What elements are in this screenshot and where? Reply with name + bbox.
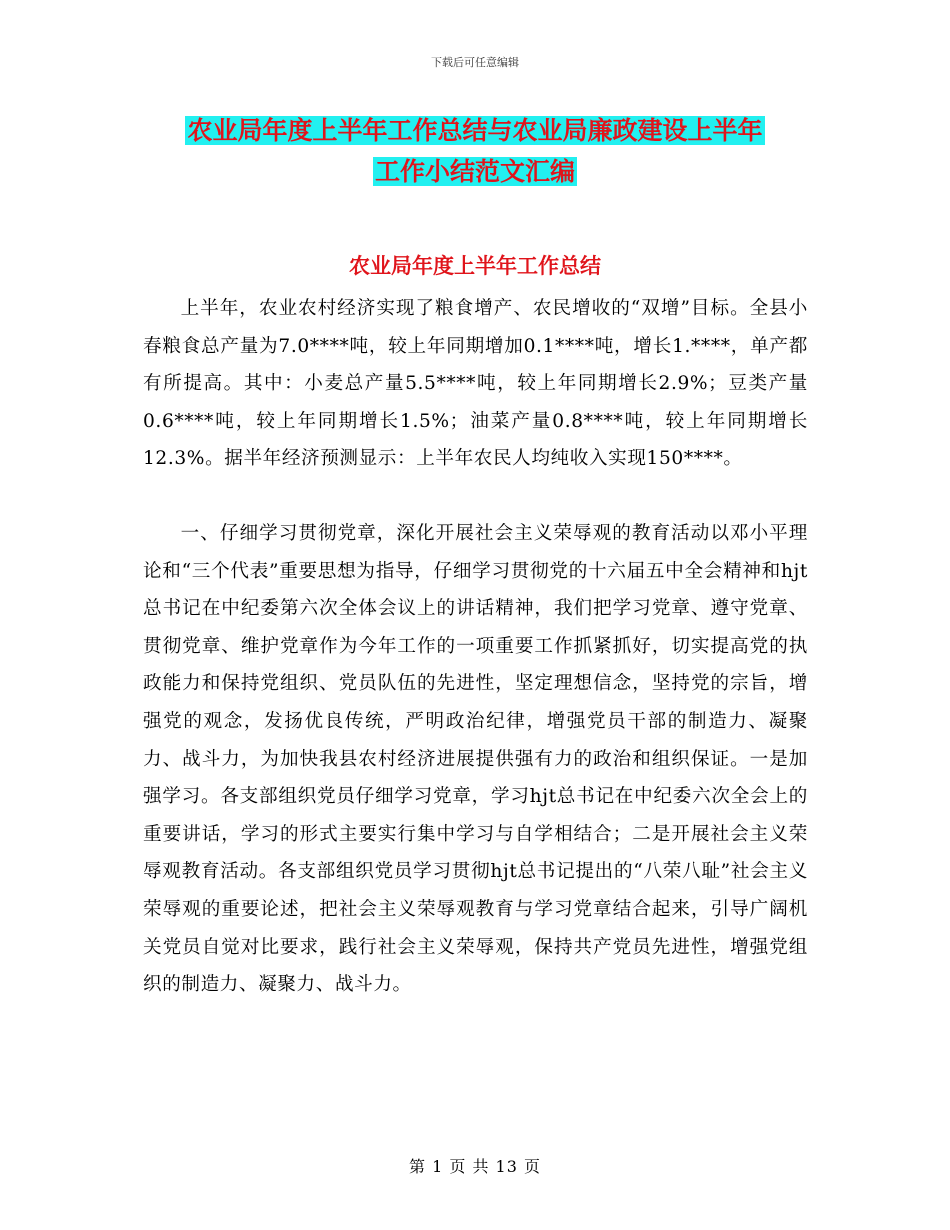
page-footer: 第 1 页 共 13 页 bbox=[409, 1157, 541, 1176]
paragraph-2-text: 一、仔细学习贯彻党章，深化开展社会主义荣辱观的教育活动以邓小平理论和“三个代表”重要思想为指导，仔细学习贯彻党的十六届五中全会精神和hjt总书记在中纪委第六次全体会议上的讲话精神，我们把学习党章、遵守党章、贯彻党章、维护党章作为今年工作的一项重要工作抓紧抓好，切实提高党的执政能力和保持党组织、党员队伍的先进性，坚定理想信念，坚持党的宗旨，增强党的观念，发扬优良传统，严明政治纪律，增强党员干部的制造力、凝聚力、战斗力，为加快我县农村经济进展提供强有力的政治和组织保证。一是加强学习。各支部组织党员仔细学习党章，学习hjt总书记在中纪委六次全会上的重要讲话，学习的形式主要实行集中学习与自学相结合；二是开展社会主义荣辱观教育活动。各支部组织党员学习贯彻hjt总书记提出的“八荣八耻”社会主义荣辱观的重要论述，把社会主义荣辱观教育与学习党章结合起来，引导广阔机关党员自觉对比要求，践行社会主义荣辱观，保持共产党员先进性，增强党组织的制造力、凝聚力、战斗力。 bbox=[143, 523, 808, 996]
section-title: 农业局年度上半年工作总结 bbox=[349, 254, 601, 278]
paragraph-1-text: 上半年，农业农村经济实现了粮食增产、农民增收的“双增”目标。全县小春粮食总产量为7.0****吨，较上年同期增加0.1****吨，增长1.****，单产都有所提高。其中：小麦总产量5.5****吨，较上年同期增长2.9%；豆类产量0.6****吨，较上年同期增长1.5%；油菜产量0.8****吨，较上年同期增长12.3%。据半年经济预测显示：上半年农民人均纯收入实现150****。 bbox=[143, 298, 808, 470]
document-title-line-2 bbox=[0, 153, 950, 190]
document-title-line-1 bbox=[0, 112, 950, 149]
paragraph-1 bbox=[143, 290, 808, 478]
document-title-text-2: 工作小结范文汇编 bbox=[374, 157, 575, 186]
paragraph-2 bbox=[143, 515, 808, 1004]
document-title-text-1: 农业局年度上半年工作总结与农业局廉政建设上半年 bbox=[187, 116, 763, 145]
header-note: 下载后可任意编辑 bbox=[431, 56, 519, 69]
